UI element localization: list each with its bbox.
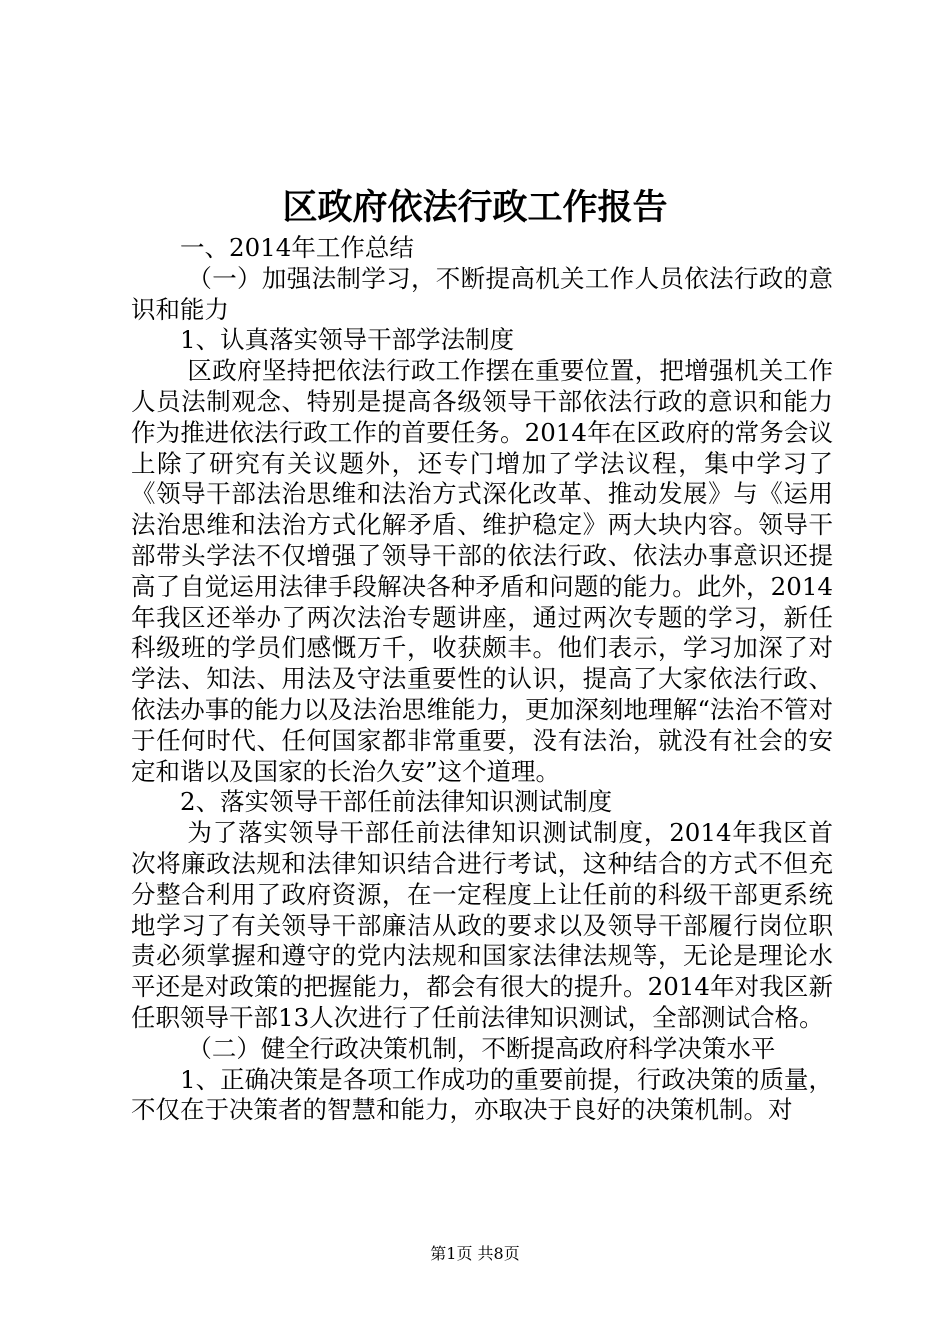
- section-heading: 一、2014年工作总结: [180, 233, 414, 262]
- body-paragraph: 1、正确决策是各项工作成功的重要前提，行政决策的质量，不仅在于决策者的智慧和能力，亦取决于良好的决策机制。对: [131, 1064, 833, 1125]
- subsection-heading: （一）加强法制学习，不断提高机关工作人员依法行政的意识和能力: [131, 263, 833, 324]
- subsection-heading: （二）健全行政决策机制，不断提高政府科学决策水平: [187, 1033, 776, 1063]
- item-heading: 1、认真落实领导干部学法制度: [180, 325, 515, 355]
- body-paragraph: 为了落实领导干部任前法律知识测试制度，2014年我区首次将廉政法规和法律知识结合进行考试，这种结合的方式不但充分整合利用了政府资源，在一定程度上让任前的科级干部更系统地学习了有关领导干部廉洁从政的要求以及领导干部履行岗位职责必须掌握和遵守的党内法规和国家法律法规等，无论是理论水平还是对政策的把握能力，都会有很大的提升。2014年对我区新任职领导干部13人次进行了任前法律知识测试，全部测试合格。: [131, 818, 833, 1032]
- document-body: [131, 233, 833, 1126]
- page-footer: 第1页 共8页: [430, 1244, 520, 1263]
- body-paragraph: 区政府坚持把依法行政工作摆在重要位置，把增强机关工作人员法制观念、特别是提高各级领导干部依法行政的意识和能力作为推进依法行政工作的首要任务。2014年在区政府的常务会议上除了研究有关议题外，还专门增加了学法议程，集中学习了《领导干部法治思维和法治方式深化改革、推动发展》与《运用法治思维和法治方式化解矛盾、维护稳定》两大块内容。领导干部带头学法不仅增强了领导干部的依法行政、依法办事意识还提高了自觉运用法律手段解决各种矛盾和问题的能力。此外，2014年我区还举办了两次法治专题讲座，通过两次专题的学习，新任科级班的学员们感慨万千，收获颇丰。他们表示，学习加深了对学法、知法、用法及守法重要性的认识，提高了大家依法行政、依法办事的能力以及法治思维能力，更加深刻地理解“法治不管对于任何时代、任何国家都非常重要，没有法治，就没有社会的安定和谐以及国家的长治久安”这个道理。: [131, 356, 833, 786]
- item-heading: 2、落实领导干部任前法律知识测试制度: [180, 787, 613, 817]
- document-title: 区政府依法行政工作报告: [282, 187, 668, 228]
